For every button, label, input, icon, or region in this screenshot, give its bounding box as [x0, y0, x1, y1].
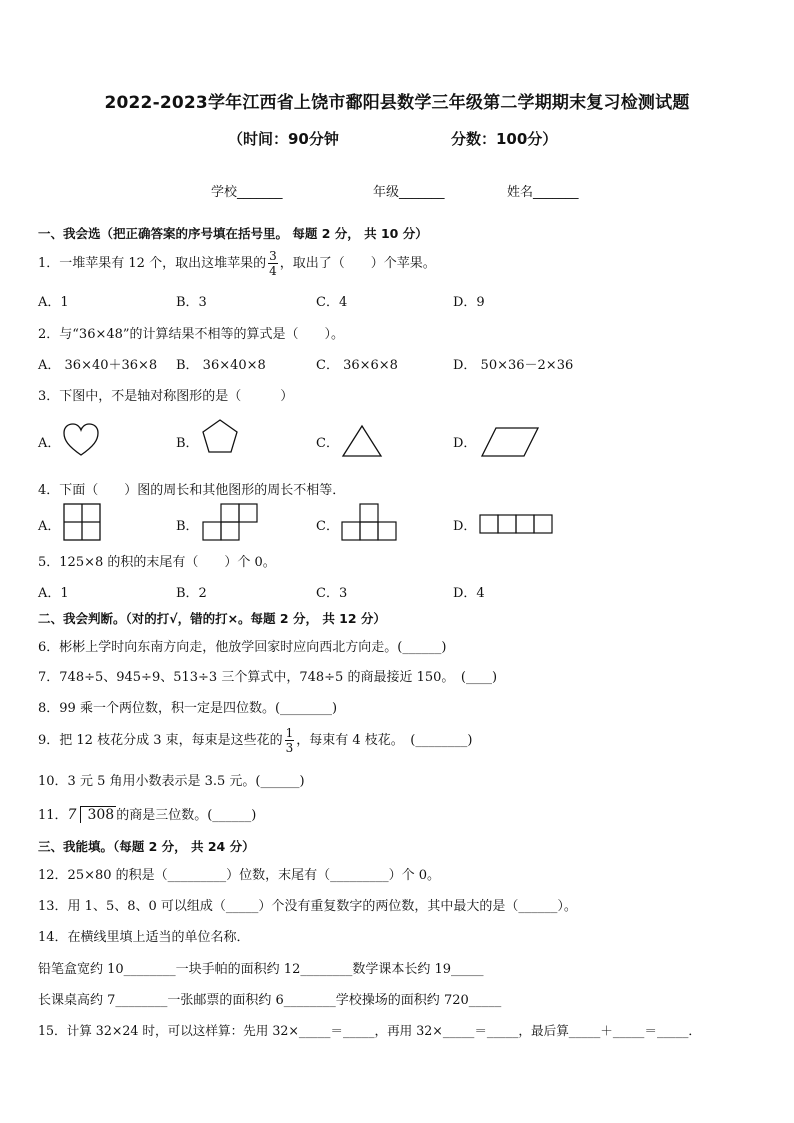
q1-option-a: A．1: [38, 295, 69, 310]
exam-time: （时间：90分钟: [228, 130, 339, 148]
t-shape-squares-icon: [341, 503, 399, 543]
fraction-one-third: $\frac{1}{3}$: [285, 726, 294, 755]
question-10: 10．3 元 5 角用小数表示是 3.5 元。(______): [38, 774, 305, 789]
question-4: 4．下面（ ）图的周长和其他图形的周长不相等．: [38, 483, 346, 498]
question-14-line-2: 长课桌高约 7________一张邮票的面积约 6________学校操场的面积约 720_____: [38, 993, 502, 1008]
question-5: 5．125×8 的积的末尾有（ ）个 0。: [38, 555, 276, 570]
q3-option-a: A．: [38, 436, 61, 451]
question-11: [38, 804, 256, 823]
q4-option-b: B．: [176, 519, 199, 534]
row-of-four-squares-icon: [479, 513, 553, 535]
question-2: 2．与“36×48”的计算结果不相等的算式是（ ）。: [38, 327, 345, 342]
question-7: 7．748÷5、945÷9、513÷3 三个算式中，748÷5 的商最接近 150。 (____): [38, 670, 498, 685]
q5-option-c: C．3: [316, 586, 348, 601]
parallelogram-shape-icon: [480, 426, 540, 458]
fraction-three-quarters: $\frac{3}{4}$: [269, 249, 277, 278]
q2-option-b: B． 36×40×8: [176, 358, 266, 373]
question-6: 6．彬彬上学时向东南方向走，他放学回家时应向西北方向走。(______): [38, 640, 447, 655]
page-title: 2022-2023学年江西省上饶市鄱阳县数学三年级第二学期期末复习检测试题: [104, 93, 690, 113]
question-11-number: 11．: [38, 808, 68, 823]
question-14-line-1: 铅笔盒宽约 10________一块手帕的面积约 12________数学课本长约 19_____: [38, 962, 484, 977]
section-heading-fill: 三、我能填。（每题 2 分， 共 24 分）: [38, 839, 255, 854]
long-division-dividend: 308: [80, 806, 116, 823]
q5-option-d: D．4: [453, 586, 485, 601]
q2-option-d: D． 50×36－2×36: [453, 358, 574, 373]
grade-field: 年级_______: [373, 185, 445, 200]
question-15: 15．计算 32×24 时，可以这样算：先用 32×_____＝_____，再用 32×_____＝_____，最后算_____＋_____＝_____．: [38, 1023, 702, 1038]
q2-option-c: C． 36×6×8: [316, 358, 398, 373]
question-14: 14．在横线里填上适当的单位名称．: [38, 930, 250, 945]
q2-option-a: A． 36×40＋36×8: [38, 358, 158, 373]
name-field: 姓名_______: [507, 185, 579, 200]
triangle-shape-icon: [341, 424, 383, 458]
question-12: 12．25×80 的积是（_________）位数，末尾有（_________）个 0。: [38, 868, 441, 883]
question-11-text: 的商是三位数。(______): [116, 808, 257, 823]
q5-option-a: A．1: [38, 586, 69, 601]
q4-option-a: A．: [38, 519, 61, 534]
square-grid-2x2-icon: [63, 503, 103, 543]
q1-option-b: B．3: [176, 295, 207, 310]
question-1-text: 1．一堆苹果有 12 个，取出这堆苹果的: [38, 256, 267, 271]
question-1: [38, 248, 436, 280]
q3-option-c: C．: [316, 436, 339, 451]
q5-option-b: B．2: [176, 586, 207, 601]
long-division-divisor: 7: [67, 807, 77, 823]
q1-option-d: D．9: [453, 295, 485, 310]
question-9-text-end: ，每束有 4 枝花。 (________): [296, 733, 473, 748]
question-9: [38, 725, 472, 757]
question-3: 3．下图中，不是轴对称图形的是（ ）: [38, 389, 294, 404]
heart-shape-icon: [62, 422, 100, 458]
q4-option-c: C．: [316, 519, 339, 534]
q3-option-b: B．: [176, 436, 199, 451]
school-field: 学校_______: [211, 185, 283, 200]
staircase-squares-icon: [202, 503, 260, 543]
section-heading-judge: 二、我会判断。（对的打√，错的打×。每题 2 分， 共 12 分）: [38, 611, 386, 626]
pentagon-shape-icon: [201, 418, 239, 456]
question-1-text-end: ，取出了（ ）个苹果。: [279, 256, 436, 271]
q1-option-c: C．4: [316, 295, 348, 310]
q4-option-d: D．: [453, 519, 477, 534]
question-8: 8．99 乘一个两位数，积一定是四位数。(________): [38, 701, 338, 716]
question-9-text: 9．把 12 枝花分成 3 束，每束是这些花的: [38, 733, 283, 748]
q3-option-d: D．: [453, 436, 477, 451]
question-13: 13．用 1、5、8、0 可以组成（_____）个没有重复数字的两位数，其中最大的是（______）。: [38, 899, 577, 914]
exam-score: 分数：100分）: [451, 130, 558, 148]
section-heading-choice: 一、我会选（把正确答案的序号填在括号里。 每题 2 分， 共 10 分）: [38, 226, 428, 241]
